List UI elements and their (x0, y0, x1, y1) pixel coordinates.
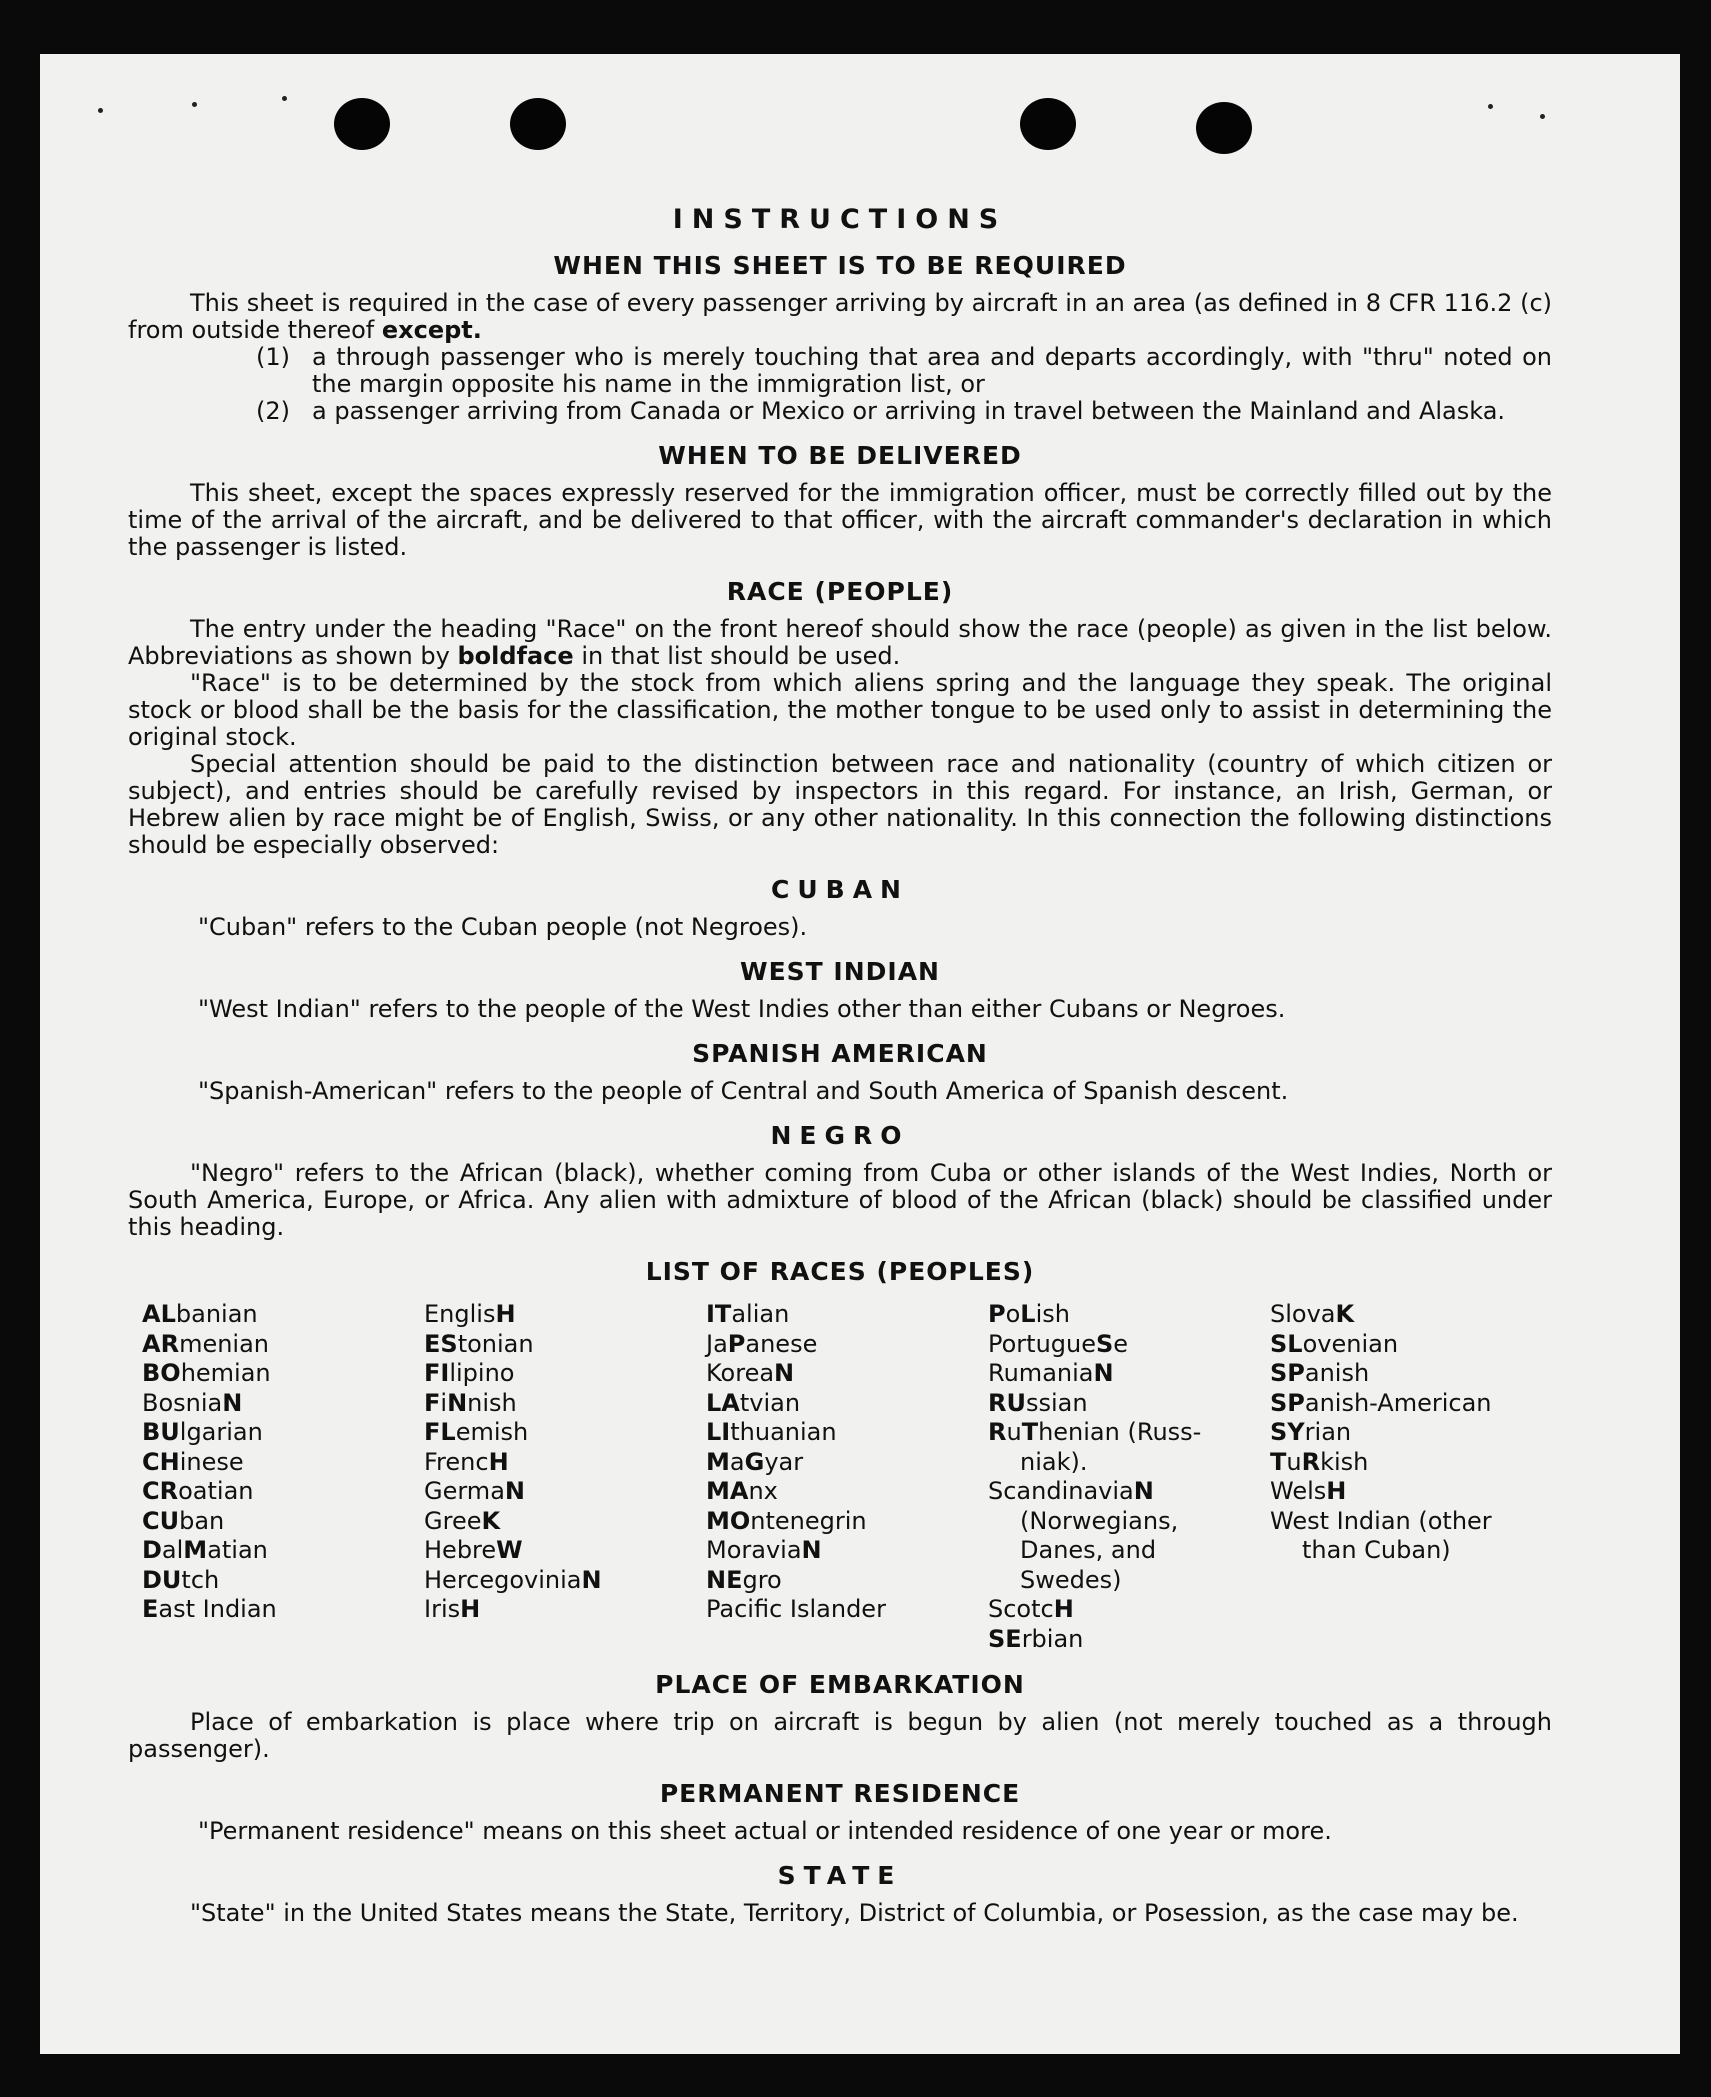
race-entry: CUban (142, 1506, 225, 1535)
heading-delivered: WHEN TO BE DELIVERED (658, 441, 1022, 470)
race-paragraph-3: Special attention should be paid to the distinction between race and nationality (country of which citizen or subject), and entries should be carefully revised by inspectors in this regard. For instance, an Irish, German, or Hebrew alien by race might be of English, Swiss, or any other nationality. In this connection the following distinctions should be especially observed: (128, 750, 1552, 859)
race-entry: Danes, and (1020, 1536, 1157, 1564)
heading-spanish-american: SPANISH AMERICAN (692, 1039, 988, 1068)
race-entry: MoraviaN (706, 1536, 822, 1564)
race-entry: EStonian (424, 1329, 534, 1358)
speck (282, 96, 287, 101)
race-paragraph-1: The entry under the heading "Race" on the front hereof should show the race (people) as given in the list below. Abbreviations as shown by boldface in that list should be used. (128, 615, 1552, 670)
item-number: (1) (256, 343, 290, 371)
heading-race: RACE (PEOPLE) (726, 577, 954, 606)
list-item (128, 398, 1552, 425)
punch-hole (1020, 98, 1076, 150)
race-entry: IrisH (424, 1595, 481, 1623)
race-entry: SPanish-American (1270, 1388, 1492, 1417)
heading-list-of-races: LIST OF RACES (PEOPLES) (645, 1257, 1035, 1286)
race-entry: RuThenian (Russ- niak). (988, 1418, 1202, 1476)
negro-text: "Negro" refers to the African (black), whether coming from Cuba or other islands of the West Indies, North or South America, Europe, or Africa. Any alien with admixture of blood of the African (black) should be classified under this heading. (128, 1159, 1552, 1241)
item-text: a passenger arriving from Canada or Mexico or arriving in travel between the Mainland and Alaska. (312, 397, 1506, 425)
required-list (128, 344, 1552, 425)
heading-embarkation: PLACE OF EMBARKATION (655, 1670, 1025, 1699)
heading-cuban: CUBAN (771, 875, 909, 904)
race-column (706, 1300, 988, 1654)
race-entry: HebreW (424, 1536, 523, 1564)
race-entry: LIthuanian (706, 1418, 837, 1446)
race-entry: GermaN (424, 1477, 525, 1505)
punch-hole (334, 98, 390, 150)
race-entry: JaPanese (706, 1329, 818, 1358)
heading-residence: PERMANENT RESIDENCE (659, 1779, 1021, 1808)
delivered-text: This sheet, except the spaces expressly reserved for the immigration officer, must be correctly filled out by the time of the arrival of the aircraft, and be delivered to that officer, with the aircraft commander's declaration in which the passenger is listed. (128, 479, 1552, 561)
race-column (424, 1300, 706, 1654)
race-entry: PoLish (988, 1300, 1070, 1328)
race-entry: ITalian (706, 1300, 790, 1328)
race-paragraph-2: "Race" is to be determined by the stock from which aliens spring and the language they speak. The original stock or blood shall be the basis for the classification, the mother tongue to be used only to assist in determining the original stock. (128, 669, 1552, 751)
race-entry: SYrian (1270, 1418, 1352, 1446)
heading-negro: NEGRO (770, 1121, 910, 1150)
race-entry: Pacific Islander (706, 1595, 886, 1623)
state-text: "State" in the United States means the State, Territory, District of Columbia, or Posession, as the case may be. (190, 1899, 1519, 1927)
list-item (128, 344, 1552, 398)
document-sheet (40, 54, 1680, 2054)
race-entry: BOhemian (142, 1359, 271, 1387)
race-entry: MAnx (706, 1477, 778, 1505)
race-entry: WelsH (1270, 1477, 1347, 1505)
race-entry: ALbanian (142, 1300, 258, 1328)
race-entry: East Indian (142, 1595, 277, 1623)
race-entry: Swedes) (1020, 1565, 1122, 1594)
embarkation-text: Place of embarkation is place where trip on aircraft is begun by alien (not merely touched as a through passenger). (128, 1708, 1552, 1763)
item-number: (2) (256, 397, 290, 425)
race-entry: MaGyar (706, 1447, 804, 1476)
race-entry: FIlipino (424, 1359, 515, 1387)
race-entry: ScotcH (988, 1595, 1074, 1623)
speck (1540, 114, 1545, 119)
race-entry: LAtvian (706, 1388, 801, 1417)
race-entry: DUtch (142, 1565, 220, 1594)
race-entry: SPanish (1270, 1359, 1370, 1387)
race-entry: RUssian (988, 1388, 1088, 1417)
race-entry: HercegoviniaN (424, 1565, 602, 1594)
race-entry: FLemish (424, 1418, 529, 1446)
heading-state: STATE (777, 1861, 903, 1890)
race-entry: GreeK (424, 1506, 501, 1535)
speck (1488, 104, 1493, 109)
speck (192, 102, 197, 107)
race-entry: MOntenegrin (706, 1506, 867, 1535)
race-entry: NEgro (706, 1565, 782, 1594)
race-entry: BosniaN (142, 1388, 243, 1417)
race-entry: West Indian (other than Cuban) (1270, 1506, 1492, 1564)
race-entry: DalMatian (142, 1536, 268, 1564)
spanish-american-text: "Spanish-American" refers to the people of Central and South America of Spanish descent. (198, 1077, 1289, 1105)
race-entry: BUlgarian (142, 1418, 263, 1446)
residence-text: "Permanent residence" means on this sheet actual or intended residence of one year or more. (198, 1817, 1332, 1845)
race-entry: KoreaN (706, 1359, 795, 1387)
race-entry: FrencH (424, 1447, 509, 1476)
instructions-title: INSTRUCTIONS (672, 204, 1008, 235)
punch-hole (510, 98, 566, 150)
race-entry: EnglisH (424, 1300, 516, 1328)
races-list (142, 1300, 1552, 1654)
race-entry: SErbian (988, 1624, 1084, 1653)
race-entry: SLovenian (1270, 1329, 1399, 1358)
race-entry: TuRkish (1270, 1447, 1369, 1476)
race-column (988, 1300, 1270, 1654)
race-entry: CRoatian (142, 1477, 254, 1505)
cuban-text: "Cuban" refers to the Cuban people (not Negroes). (198, 913, 808, 941)
race-entry: FiNnish (424, 1388, 517, 1417)
race-entry: SlovaK (1270, 1300, 1355, 1328)
race-entry: RumaniaN (988, 1359, 1114, 1387)
race-entry: PortugueSe (988, 1329, 1129, 1358)
race-entry: ScandinaviaN (Norwegians, (988, 1477, 1179, 1535)
punch-hole (1196, 102, 1252, 154)
west-indian-text: "West Indian" refers to the people of the West Indies other than either Cubans or Negroes. (198, 995, 1286, 1023)
heading-west-indian: WEST INDIAN (740, 957, 940, 986)
speck (98, 108, 103, 113)
race-column (1270, 1300, 1552, 1654)
item-text: a through passenger who is merely touching that area and departs accordingly, with "thru" noted on the margin opposite his name in the immigration list, or (312, 343, 1552, 398)
required-intro: This sheet is required in the case of every passenger arriving by aircraft in an area (as defined in 8 CFR 116.2 (c) from outside thereof except. (128, 289, 1552, 344)
race-entry: ARmenian (142, 1329, 270, 1358)
race-entry: CHinese (142, 1447, 244, 1476)
race-column (142, 1300, 424, 1654)
heading-required: WHEN THIS SHEET IS TO BE REQUIRED (553, 251, 1127, 280)
